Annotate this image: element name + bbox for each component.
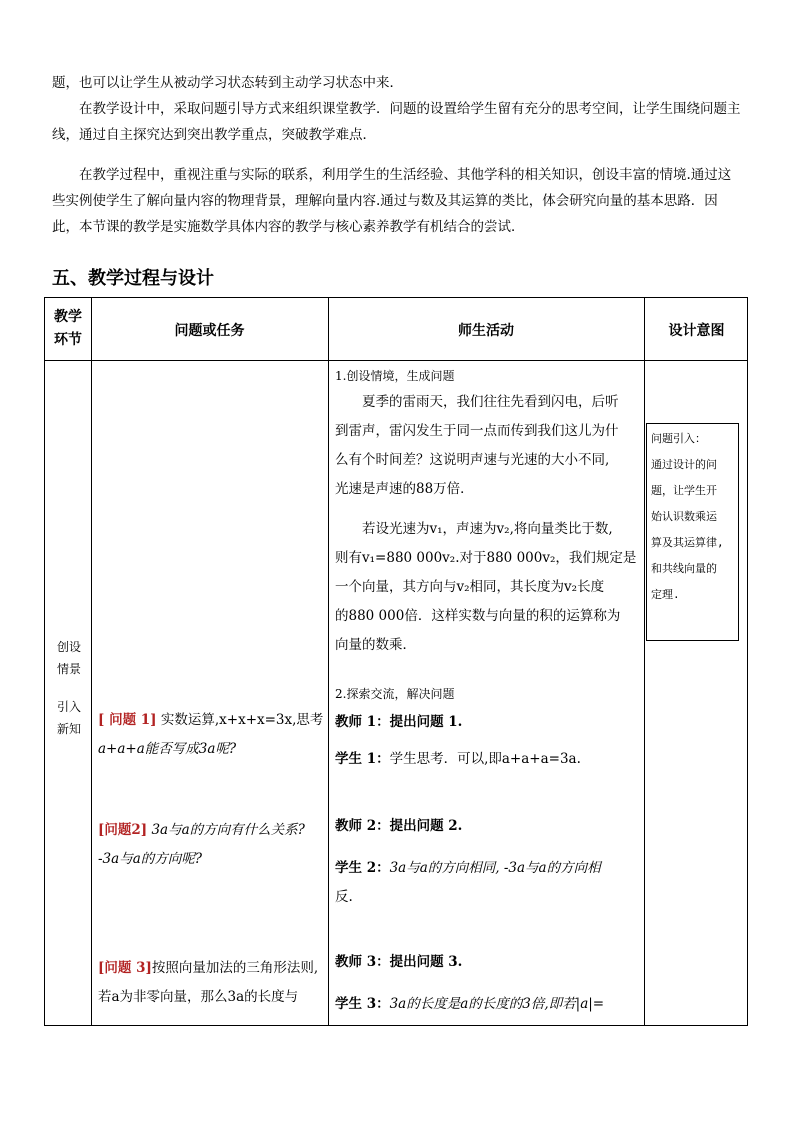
header-phase: 教学 环节 [54, 309, 82, 348]
intro-paragraph-3: 在教学过程中，重视注重与实际的联系，利用学生的生活经验、其他学科的相关知识，创设丰富的情境.通过这些实例使学生了解向量内容的物理背景，理解向量内容.通过与数及其运算的类比，体会研究向量的基本思路．因此，本节课的教学是实施数学具体内容的教学与核心素养教学有机结合的尝试． [52, 167, 732, 235]
col-divider-1 [91, 298, 92, 1025]
question-1: [ 问题 1] 实数运算,x+x+x=3x,思考 a+a+a能否写成3a呢? [98, 712, 324, 757]
question-3: [问题 3]按照向量加法的三角形法则, 若a为非零向量，那么3a的长度与 [98, 960, 319, 1005]
header-intent: 设计意图 [668, 323, 725, 339]
activity-paragraph-1: 夏季的雷雨天，我们往往先看到闪电，后听 到雷声，雷闪发生于同一点而传到我们这儿为什 么有个时间差？这说明声速与光速的大小不同, 光速是声速的88万倍． [335, 394, 619, 497]
teacher-2: 教师 2：提出问题 2. [335, 818, 463, 834]
header-activity: 师生活动 [458, 323, 514, 339]
activity-section-2: 2.探索交流，解决问题 [335, 687, 455, 701]
student-1: 学生 1：学生思考．可以,即a+a+a=3a. [335, 751, 581, 767]
section-heading: 五、教学过程与设计 [52, 268, 214, 289]
teacher-1: 教师 1：提出问题 1. [335, 714, 463, 730]
lesson-table [44, 297, 748, 1026]
teacher-3: 教师 3：提出问题 3. [335, 954, 463, 970]
design-intent-box: 问题引入： 通过设计的问 题，让学生开 始认识数乘运 算及其运算律, 和共线向量的 定理. [646, 423, 739, 641]
activity-paragraph-2: 若设光速为v₁，声速为v₂,将向量类比于数, 则有v₁=880 000v₂.对于880 000v₂，我们规定是 一个向量，其方向与v₂相同，其长度为v₂长度 的880 000倍．这样实数与向量的积的运算称为 向量的数乘． [335, 521, 637, 653]
intro-line-1: 题，也可以让学生从被动学习状态转到主动学习状态中来． [52, 75, 403, 91]
student-3: 学生 3：3a的长度是a的长度的3倍,即若|a|= [335, 996, 605, 1012]
activity-section-1: 1.创设情境，生成问题 [335, 369, 455, 383]
student-2: 学生 2：3a与a的方向相同, -3a与a的方向相 反. [335, 860, 601, 905]
col-divider-3 [644, 298, 645, 1025]
col-divider-2 [328, 298, 329, 1025]
header-divider [45, 360, 747, 361]
intro-paragraph-2: 在教学设计中，采取问题引导方式来组织课堂教学．问题的设置给学生留有充分的思考空间，让学生围绕问题主线，通过自主探究达到突出教学重点，突破教学难点． [52, 101, 741, 143]
phase-label: 创设 情景 引入 新知 [56, 640, 81, 736]
question-2: [问题2] 3a与a的方向有什么关系? -3a与a的方向呢? [98, 822, 305, 867]
header-question: 问题或任务 [174, 323, 245, 339]
